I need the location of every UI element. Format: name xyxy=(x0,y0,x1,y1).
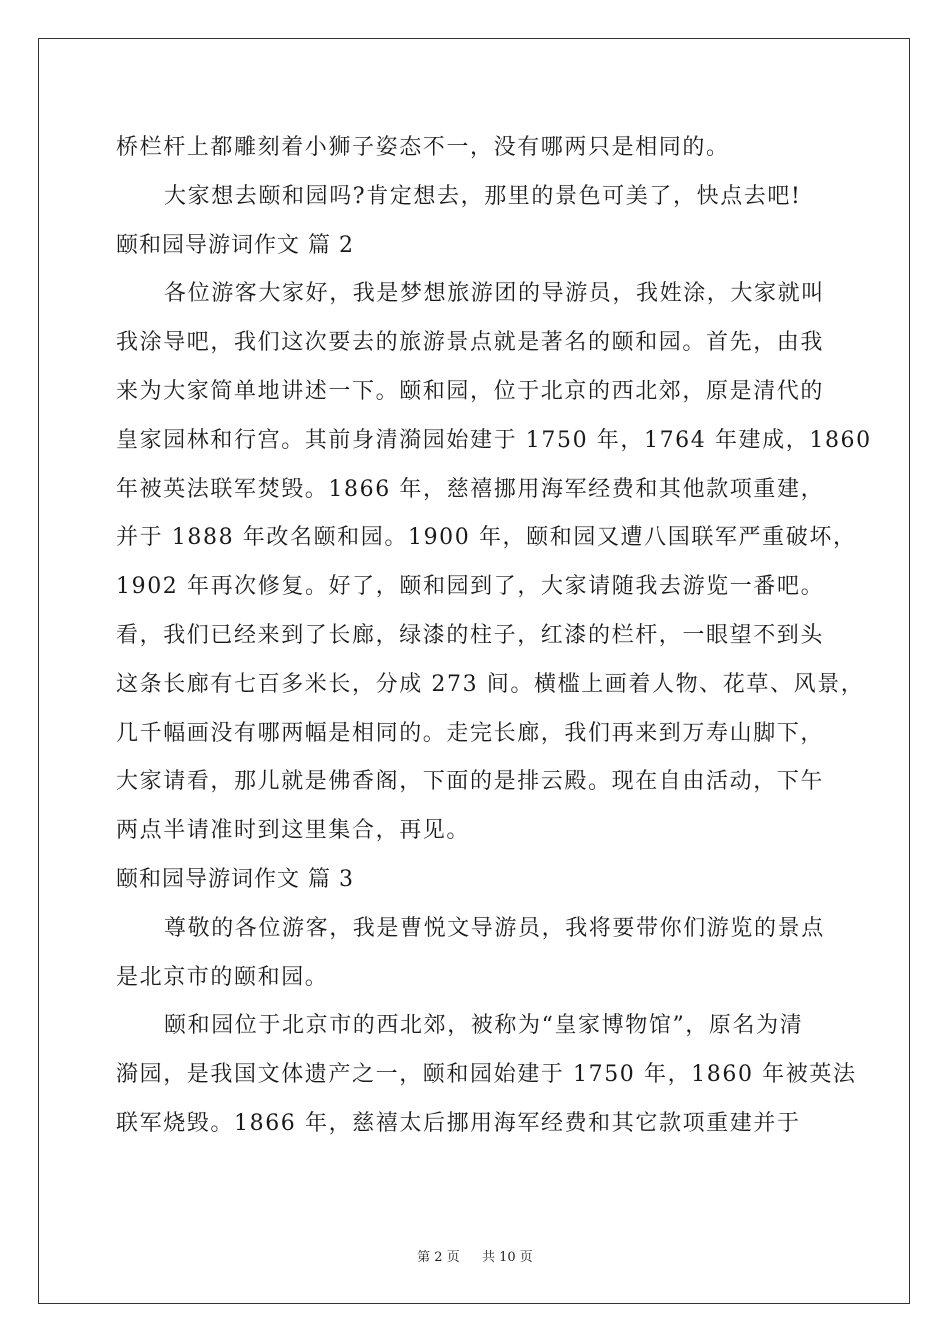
text-line: 我涂导吧，我们这次要去的旅游景点就是著名的颐和园。首先，由我 xyxy=(116,330,825,356)
text-line: 年被英法联军焚毁。1866 年，慈禧挪用海军经费和其他款项重建， xyxy=(116,476,825,502)
text-line: 漪园，是我国文体遗产之一，颐和园始建于 1750 年，1860 年被英法 xyxy=(116,1062,857,1088)
text-line: 1902 年再次修复。好了，颐和园到了，大家请随我去游览一番吧。 xyxy=(116,574,825,600)
page-number-current: 第 2 页 xyxy=(417,1250,460,1265)
section-heading: 颐和园导游词作文 篇 3 xyxy=(116,866,354,892)
text-line: 大家请看，那儿就是佛香阁，下面的是排云殿。现在自由活动，下午 xyxy=(116,769,825,795)
text-line: 颐和园位于北京市的西北郊，被称为“皇家博物馆”，原名为清 xyxy=(164,1013,804,1039)
page-number-total: 共 10 页 xyxy=(482,1250,533,1265)
text-line: 各位游客大家好，我是梦想旅游团的导游员，我姓涂，大家就叫 xyxy=(164,281,825,307)
text-line: 来为大家简单地讲述一下。颐和园，位于北京的西北郊，原是清代的 xyxy=(116,378,825,404)
text-line: 大家想去颐和园吗?肯定想去，那里的景色可美了，快点去吧! xyxy=(164,183,802,209)
text-line: 联军烧毁。1866 年，慈禧太后挪用海军经费和其它款项重建并于 xyxy=(116,1110,801,1136)
text-line: 桥栏杆上都雕刻着小狮子姿态不一，没有哪两只是相同的。 xyxy=(116,135,730,160)
section-heading: 颐和园导游词作文 篇 2 xyxy=(116,232,354,258)
text-line: 两点半请准时到这里集合，再见。 xyxy=(116,818,471,844)
text-line: 这条长廊有七百多米长，分成 273 间。横槛上画着人物、花草、风景， xyxy=(116,671,865,697)
text-line: 几千幅画没有哪两幅是相同的。走完长廊，我们再来到万寿山脚下， xyxy=(116,720,825,746)
text-line: 并于 1888 年改名颐和园。1900 年，颐和园又遭八国联军严重破坏， xyxy=(116,525,857,551)
text-line: 看，我们已经来到了长廊，绿漆的柱子，红漆的栏杆，一眼望不到头 xyxy=(116,622,825,648)
document-body xyxy=(116,124,872,1149)
text-line: 是北京市的颐和园。 xyxy=(116,964,329,990)
page-footer xyxy=(0,1246,950,1265)
text-line: 皇家园林和行宫。其前身清漪园始建于 1750 年，1764 年建成，1860 xyxy=(116,427,872,453)
text-line: 尊敬的各位游客，我是曹悦文导游员，我将要带你们游览的景点 xyxy=(164,915,825,941)
